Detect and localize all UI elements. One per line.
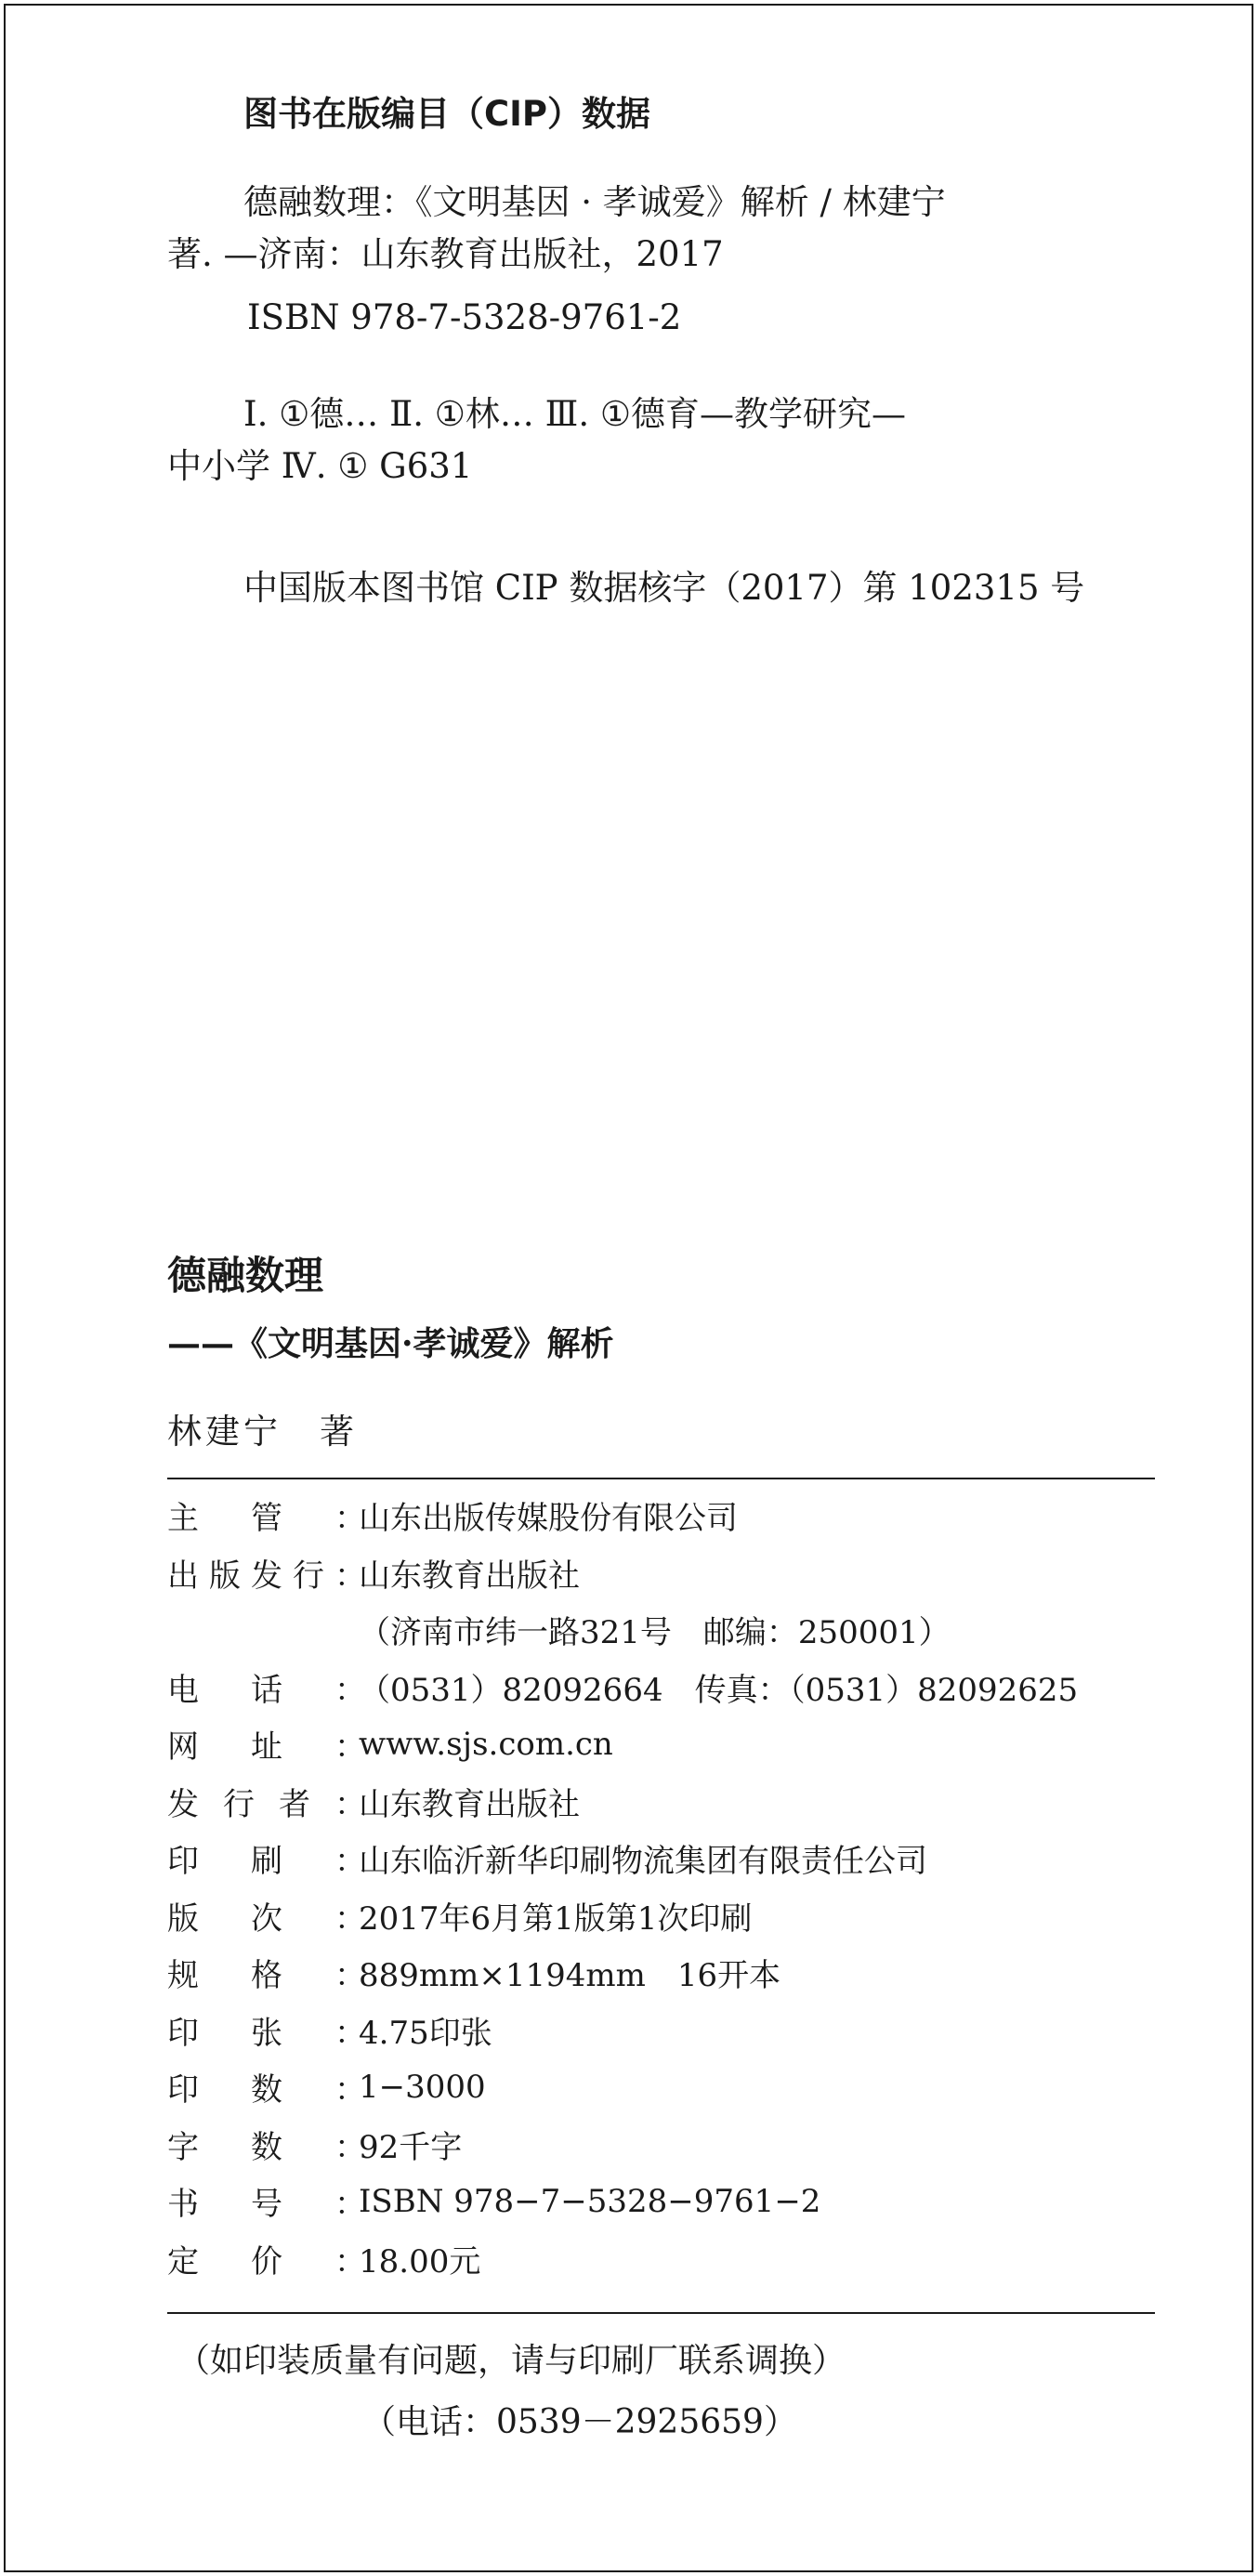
info-value: （0531）82092664 传真：（0531）82092625 [359, 1671, 1079, 1709]
info-value: 2017年6月第1版第1次印刷 [359, 1899, 753, 1938]
info-label-char: 数 [251, 2071, 282, 2109]
info-row [167, 1659, 1078, 1716]
publication-info-table [167, 1487, 1078, 2287]
divider-top [167, 1478, 1155, 1479]
info-row [167, 2058, 1078, 2116]
info-row [167, 1773, 1078, 1831]
info-label [167, 1779, 366, 1824]
info-label-char: 行 [223, 1785, 255, 1823]
info-label-char: 数 [251, 2128, 282, 2166]
info-label-colon: ： [334, 1843, 366, 1881]
info-value: 山东出版传媒股份有限公司 [359, 1500, 738, 1538]
info-label [167, 2178, 366, 2224]
info-value: （济南市纬一路321号 邮编：250001） [359, 1614, 951, 1652]
info-label-char: 话 [251, 1671, 282, 1709]
divider-bottom [167, 2312, 1155, 2314]
info-value: www.sjs.com.cn [359, 1725, 613, 1763]
info-label-colon: ： [334, 1557, 366, 1595]
info-label-colon: ： [334, 1500, 366, 1538]
cip-description-line2: 著. —济南：山东教育出版社，2017 [167, 234, 724, 274]
info-label [167, 2064, 366, 2109]
info-label-colon: ： [334, 2186, 366, 2224]
info-row [167, 1887, 1078, 1945]
info-row [167, 2002, 1078, 2059]
info-label-char: 印 [167, 2014, 199, 2052]
book-subtitle: ——《文明基因·孝诚爱》解析 [167, 1324, 614, 1363]
info-label-char: 刷 [251, 1843, 282, 1881]
info-label-colon: ： [334, 2014, 366, 2052]
info-label-char: 发 [167, 1785, 199, 1823]
info-row [167, 1944, 1078, 2002]
info-label-colon: ： [334, 1957, 366, 1995]
info-label-colon: ： [334, 2128, 366, 2166]
footer-note: （如印装质量有问题，请与印刷厂联系调换） [177, 2342, 846, 2380]
info-label [167, 1492, 366, 1538]
cip-isbn: ISBN 978-7-5328-9761-2 [247, 297, 682, 337]
info-label [167, 1950, 366, 1995]
info-label-char: 字 [167, 2128, 199, 2166]
cip-subjects-line1: Ⅰ. ①德… Ⅱ. ①林… Ⅲ. ①德育—教学研究— [243, 394, 907, 434]
info-value: 1−3000 [359, 2068, 486, 2106]
info-label-char: 发 [251, 1557, 282, 1595]
info-label-char: 管 [251, 1500, 282, 1538]
info-row [167, 1487, 1078, 1544]
info-row [167, 1830, 1078, 1887]
info-value: 山东教育出版社 [359, 1785, 580, 1823]
info-label-colon: ： [334, 1671, 366, 1709]
cip-heading: 图书在版编目（CIP）数据 [243, 94, 651, 134]
info-label-char: 次 [251, 1899, 282, 1938]
info-label [167, 1664, 366, 1710]
info-label-char: 主 [167, 1500, 199, 1538]
book-title: 德融数理 [167, 1253, 324, 1298]
info-value: 889mm×1194mm 16开本 [359, 1957, 781, 1995]
cip-description [167, 177, 1096, 281]
info-label [167, 1550, 366, 1596]
info-value: 山东临沂新华印刷物流集团有限责任公司 [359, 1843, 927, 1881]
info-label-char: 网 [167, 1728, 199, 1767]
info-label [167, 2122, 366, 2167]
info-row [167, 1601, 1078, 1659]
info-label-char: 者 [279, 1785, 310, 1823]
info-label-colon: ： [334, 1785, 366, 1823]
info-row [167, 1715, 1078, 1773]
info-label-char: 出 [167, 1557, 199, 1595]
info-value: ISBN 978−7−5328−9761−2 [359, 2182, 821, 2220]
info-row [167, 2173, 1078, 2230]
cip-subjects-line2: 中小学 Ⅳ. ① G631 [167, 446, 473, 486]
cip-subjects [167, 388, 1096, 493]
info-row [167, 2230, 1078, 2288]
footer-phone: （电话：0539－2925659） [362, 2403, 797, 2441]
info-value: 4.75印张 [359, 2014, 492, 2052]
info-label-colon: ： [334, 2071, 366, 2109]
info-label-char: 印 [167, 1843, 199, 1881]
info-label-char: 书 [167, 2186, 199, 2224]
info-label-char: 版 [209, 1557, 241, 1595]
info-label-colon: ： [334, 1899, 366, 1938]
info-label-char: 张 [251, 2014, 282, 2052]
info-label-colon: ： [334, 1728, 366, 1767]
info-label-char: 版 [167, 1899, 199, 1938]
info-value: 山东教育出版社 [359, 1557, 580, 1595]
info-label-char: 行 [293, 1557, 324, 1595]
info-label-char: 格 [251, 1957, 282, 1995]
info-label [167, 1721, 366, 1767]
cip-description-line1: 德融数理：《文明基因 · 孝诚爱》解析 / 林建宁 [243, 182, 946, 222]
info-label-char: 号 [251, 2186, 282, 2224]
info-value: 18.00元 [359, 2242, 481, 2280]
info-label [167, 1835, 366, 1881]
info-label-char: 址 [251, 1728, 282, 1767]
info-label-char: 定 [167, 2242, 199, 2280]
info-row [167, 2116, 1078, 2174]
info-label [167, 1893, 366, 1939]
info-label-char: 印 [167, 2071, 199, 2109]
info-label-colon: ： [334, 2242, 366, 2280]
info-label [167, 2007, 366, 2053]
info-label-char: 价 [251, 2242, 282, 2280]
info-value: 92千字 [359, 2128, 463, 2166]
cip-data-number: 中国版本图书馆 CIP 数据核字（2017）第 102315 号 [243, 568, 1085, 608]
info-label-char: 电 [167, 1671, 199, 1709]
info-label-char: 规 [167, 1957, 199, 1995]
info-label [167, 2236, 366, 2281]
info-row [167, 1544, 1078, 1602]
book-author: 林建宁 著 [167, 1412, 358, 1452]
